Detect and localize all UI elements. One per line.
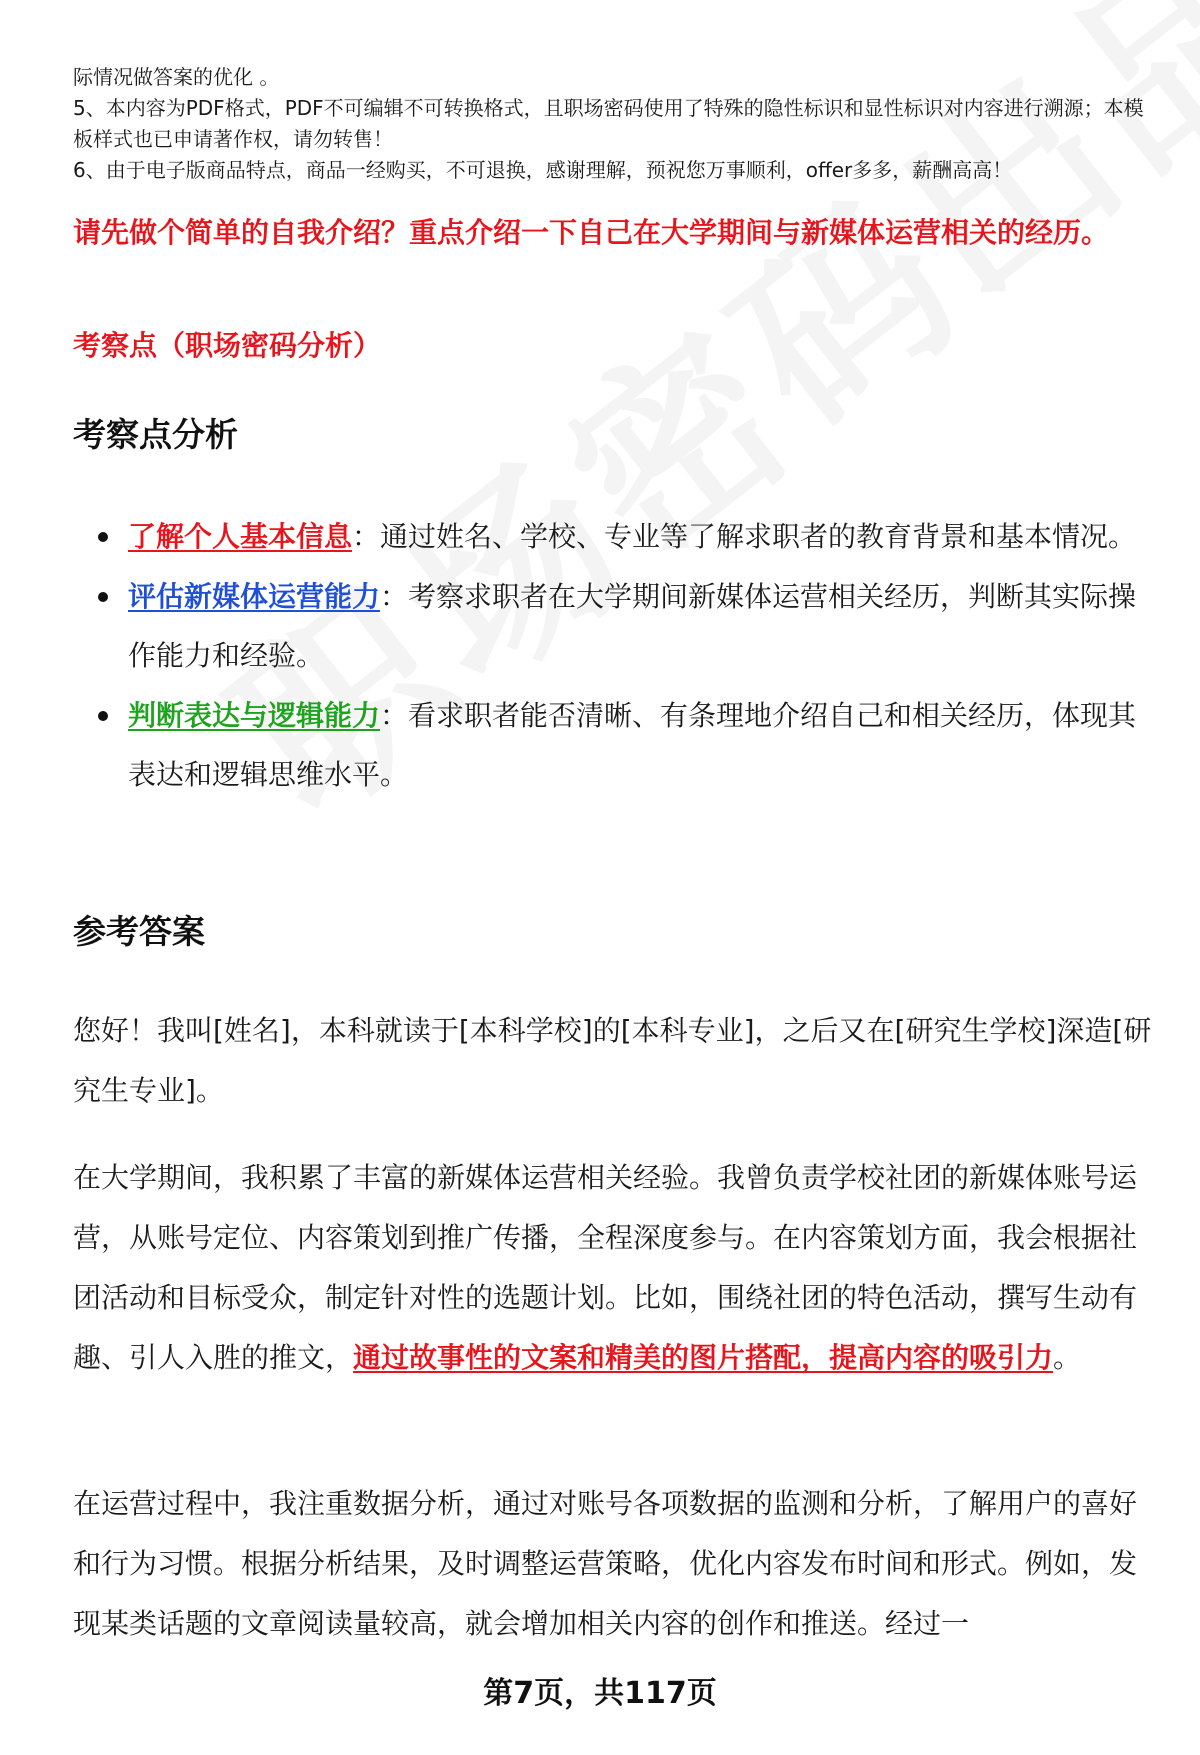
answer-paragraph: 在运营过程中，我注重数据分析，通过对账号各项数据的监测和分析，了解用户的喜好和行为习惯。根据分析结果，及时调整运营策略，优化内容发布时间和形式。例如，发现某类话题的文章阅读量较高，就会增加相关内容的创作和推送。经过一: [73, 1487, 1138, 1640]
bullet-text: ：通过姓名、学校、专业等了解求职者的教育背景和基本情况。: [352, 520, 1137, 553]
analysis-bullet-list: [128, 507, 1148, 805]
bullet-dot-icon: [98, 592, 108, 602]
bullet-text: ：考察求职者在大学期间新媒体运营相关经历，判断其实际操作能力和经验。: [128, 580, 1137, 672]
answer-heading: 参考答案: [73, 912, 205, 951]
interview-question: 请先做个简单的自我介绍？重点介绍一下自己在大学期间与新媒体运营相关的经历。: [73, 216, 1110, 249]
bullet-keyword: 了解个人基本信息: [128, 520, 353, 553]
bullet-dot-icon: [98, 711, 108, 721]
answer-text: 在大学期间，我积累了丰富的新媒体运营相关经验。我曾负责学校社团的新媒体账号运营，从账号定位、内容策划到推广传播，全程深度参与。在内容策划方面，我会根据社团活动和目标受众，制定针对性的选题计划。比如，围绕社团的特色活动，撰写生动有趣、引人入胜的推文，: [73, 1161, 1138, 1374]
bullet-keyword: 判断表达与逻辑能力: [128, 699, 381, 732]
answer-paragraph: [73, 1148, 1153, 1388]
notes-block: [73, 62, 1163, 186]
note-line: 6、由于电子版商品特点，商品一经购买，不可退换，感谢理解，预祝您万事顺利，offer多多，薪酬高高！: [73, 158, 1013, 182]
answer-highlight: 通过故事性的文案和精美的图片搭配，提高内容的吸引力: [353, 1341, 1054, 1374]
page-number: 第7页，共117页: [483, 1676, 717, 1711]
analysis-bullet: [128, 686, 1148, 804]
analysis-bullet: [128, 507, 1148, 566]
note-line: 5、本内容为PDF格式，PDF不可编辑不可转换格式，且职场密码使用了特殊的隐性标识和显性标识对内容进行溯源；本模板样式也已申请著作权，请勿转售！: [73, 96, 1144, 151]
bullet-dot-icon: [98, 532, 108, 542]
analysis-heading: 考察点分析: [73, 415, 238, 454]
bullet-text: ：看求职者能否清晰、有条理地介绍自己和相关经历，体现其表达和逻辑思维水平。: [128, 699, 1137, 791]
answer-text: 。: [1053, 1341, 1082, 1374]
answer-paragraph: 您好！我叫[姓名]，本科就读于[本科学校]的[本科专业]，之后又在[研究生学校]深造[研究生专业]。: [73, 1014, 1152, 1107]
note-line: 际情况做答案的优化 。: [73, 65, 280, 89]
bullet-keyword: 评估新媒体运营能力: [128, 580, 381, 613]
kaocha-label: 考察点（职场密码分析）: [73, 329, 382, 362]
analysis-bullet: [128, 567, 1148, 685]
